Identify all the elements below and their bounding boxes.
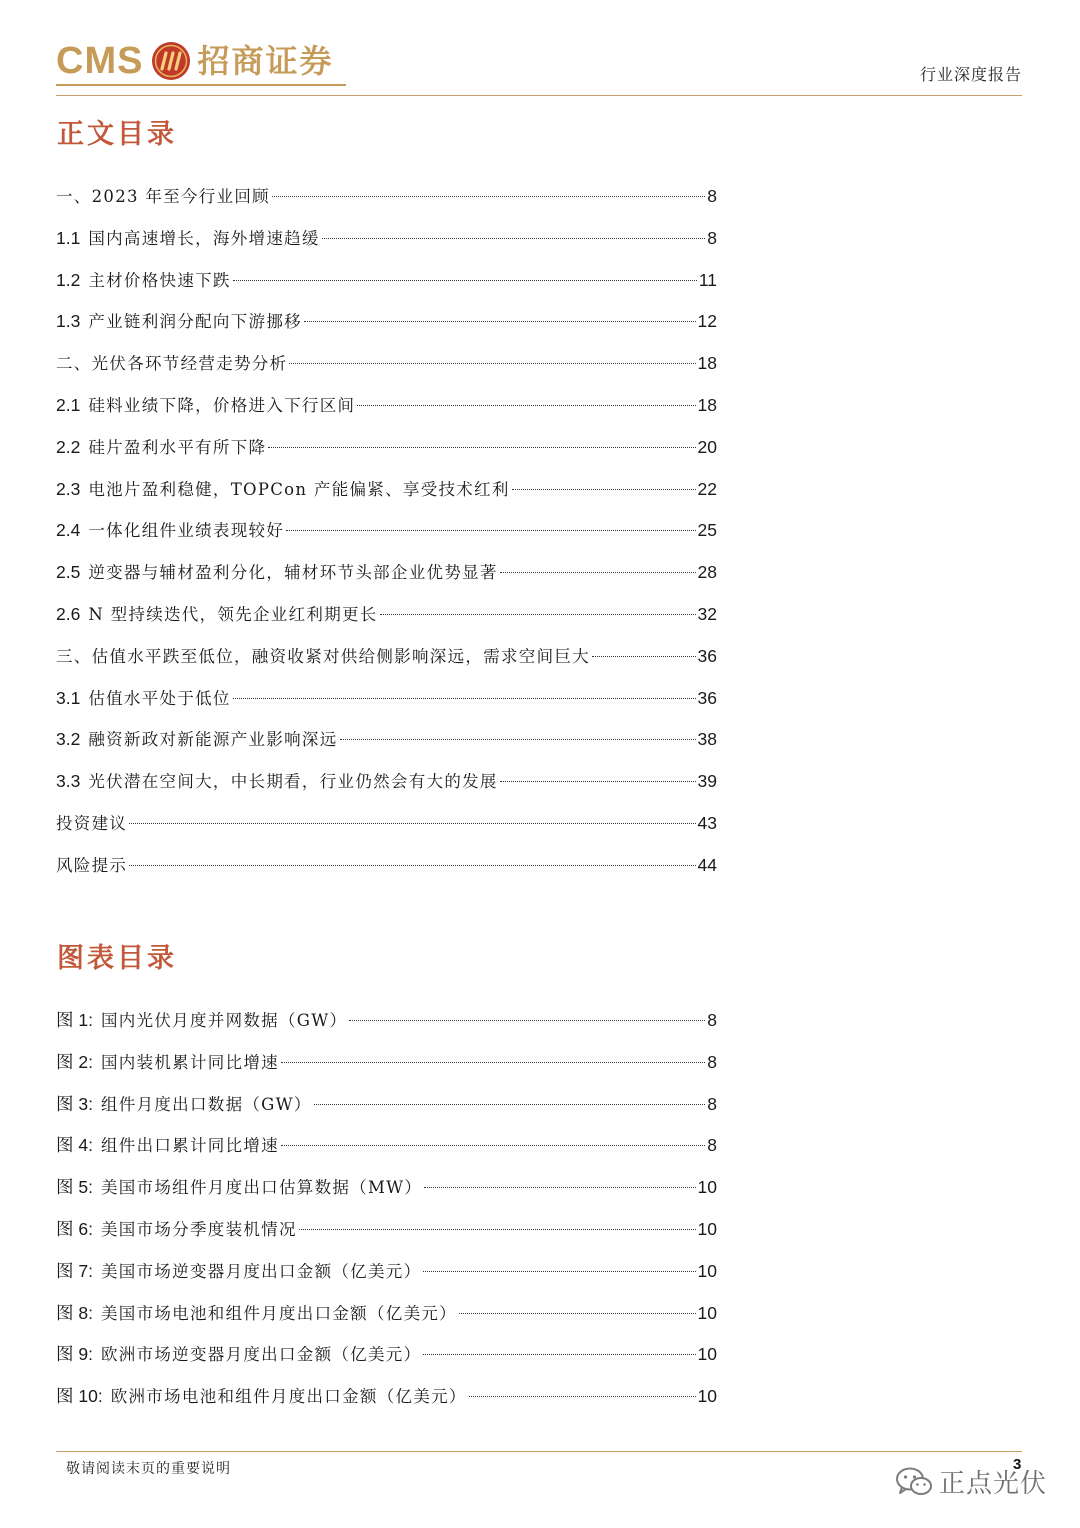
toc-dot-leader: [129, 823, 695, 824]
toc-entry[interactable]: [56, 845, 717, 887]
toc-dot-leader: [322, 238, 706, 239]
toc-entry[interactable]: [56, 552, 717, 594]
toc-entry-number: 3.3: [56, 771, 81, 792]
toc-entry[interactable]: [56, 594, 717, 636]
toc-entry-number: 1.3: [56, 311, 81, 332]
toc-dot-leader: [349, 1020, 705, 1021]
toc-entry-title: 硅料业绩下降，价格进入下行区间: [88, 395, 356, 415]
toc-entry[interactable]: [56, 427, 717, 469]
toc-entry-number: 3.2: [56, 729, 81, 750]
logo-emblem-icon: [151, 41, 191, 81]
toc-dot-leader: [459, 1313, 696, 1314]
toc-entry-number: 图 4:: [56, 1135, 93, 1156]
toc-entry-number: 图 10:: [56, 1386, 103, 1407]
toc-entry-title: 欧洲市场逆变器月度出口金额（亿美元）: [100, 1345, 422, 1365]
toc-entry-title: 组件月度出口数据（GW）: [100, 1094, 312, 1114]
toc-entry-number: 1.2: [56, 269, 81, 290]
toc-entry[interactable]: [56, 469, 717, 511]
toc-entry[interactable]: [56, 678, 717, 720]
toc-entry[interactable]: [56, 343, 717, 385]
toc-entry-title: 美国市场组件月度出口估算数据（MW）: [100, 1178, 423, 1198]
toc-entry-page: 22: [697, 478, 717, 499]
toc-entry[interactable]: [56, 719, 717, 761]
toc-entry-title: 国内光伏月度并网数据（GW）: [100, 1011, 348, 1030]
toc-dot-leader: [424, 1187, 695, 1188]
toc-dot-leader: [272, 196, 705, 197]
toc-entry-title: 二、光伏各环节经营走势分析: [56, 354, 288, 374]
toc-dot-leader: [299, 1229, 696, 1230]
toc-entry-page: 38: [697, 729, 717, 750]
toc-entry[interactable]: [56, 1125, 717, 1167]
toc-entry-page: 10: [697, 1260, 717, 1281]
toc-entry-number: 图 9:: [56, 1344, 93, 1365]
toc-entry-page: 8: [707, 186, 717, 206]
toc-dot-leader: [129, 865, 695, 866]
main-toc: [56, 176, 717, 887]
toc-entry[interactable]: [56, 1334, 717, 1376]
toc-entry-title: 美国市场分季度装机情况: [100, 1219, 297, 1239]
toc-dot-leader: [500, 572, 696, 573]
toc-entry-page: 8: [707, 1010, 717, 1030]
toc-dot-leader: [233, 280, 697, 281]
watermark-text: 正点光伏: [939, 1469, 1048, 1499]
toc-entry-number: 1.1: [56, 227, 81, 248]
toc-entry-page: 36: [697, 645, 717, 666]
toc-entry-page: 8: [707, 1135, 717, 1156]
toc-entry-page: 28: [697, 562, 717, 583]
toc-entry[interactable]: [56, 260, 717, 302]
toc-entry-title: 电池片盈利稳健，TOPCon 产能偏紧、享受技术红利: [88, 479, 510, 499]
toc-entry-title: 美国市场电池和组件月度出口金额（亿美元）: [100, 1303, 457, 1323]
toc-dot-leader: [423, 1354, 695, 1355]
toc-entry[interactable]: [56, 1084, 717, 1126]
toc-entry[interactable]: [56, 1251, 717, 1293]
toc-entry-page: 39: [697, 771, 717, 792]
toc-entry-title: 三、估值水平跌至低位，融资收紧对供给侧影响深远，需求空间巨大: [56, 646, 590, 666]
toc-entry[interactable]: [56, 1376, 717, 1418]
toc-entry-title: 美国市场逆变器月度出口金额（亿美元）: [100, 1261, 422, 1281]
toc-entry[interactable]: [56, 636, 717, 678]
toc-entry[interactable]: [56, 803, 717, 845]
company-logo: [56, 38, 333, 84]
toc-dot-leader: [233, 698, 696, 699]
toc-entry-page: 10: [697, 1386, 717, 1407]
toc-dot-leader: [289, 363, 695, 364]
toc-entry[interactable]: [56, 301, 717, 343]
toc-entry-title: 融资新政对新能源产业影响深远: [88, 730, 338, 750]
toc-entry-page: 8: [707, 1051, 717, 1072]
toc-entry-title: 欧洲市场电池和组件月度出口金额（亿美元）: [110, 1387, 467, 1407]
toc-entry-number: 图 7:: [56, 1260, 93, 1281]
toc-entry-page: 25: [697, 520, 717, 541]
toc-entry-title: 投资建议: [56, 813, 128, 833]
toc-entry-number: 图 5:: [56, 1177, 93, 1198]
toc-entry-title: 国内高速增长，海外增速趋缓: [88, 228, 320, 248]
toc-dot-leader: [314, 1104, 706, 1105]
toc-entry-title: 一体化组件业绩表现较好: [88, 521, 285, 541]
toc-entry[interactable]: [56, 510, 717, 552]
toc-entry-page: 10: [697, 1218, 717, 1239]
header-divider: [56, 95, 1022, 96]
toc-entry-title: 光伏潜在空间大，中长期看，行业仍然会有大的发展: [88, 772, 498, 792]
chart-toc-title: 图表目录: [57, 943, 177, 974]
toc-entry-page: 43: [697, 812, 717, 833]
toc-dot-leader: [469, 1396, 696, 1397]
toc-dot-leader: [281, 1145, 705, 1146]
toc-dot-leader: [286, 530, 695, 531]
toc-dot-leader: [304, 321, 696, 322]
toc-entry[interactable]: [56, 1209, 717, 1251]
main-toc-title: 正文目录: [57, 119, 177, 150]
toc-entry[interactable]: [56, 1042, 717, 1084]
toc-dot-leader: [380, 614, 696, 615]
toc-dot-leader: [357, 405, 695, 406]
toc-dot-leader: [512, 489, 696, 490]
toc-entry-page: 18: [697, 353, 717, 374]
toc-dot-leader: [340, 739, 696, 740]
footer-divider: [56, 1451, 1022, 1452]
toc-entry-number: 2.5: [56, 562, 81, 583]
page-number: 3: [1013, 1456, 1022, 1473]
toc-entry-title: 产业链利润分配向下游挪移: [88, 312, 302, 332]
toc-entry[interactable]: [56, 1167, 717, 1209]
toc-dot-leader: [592, 656, 696, 657]
logo-underline: [56, 84, 346, 86]
toc-entry-number: 3.1: [56, 687, 81, 708]
logo-chinese-name: 招商证券: [197, 42, 334, 80]
toc-entry-page: 18: [697, 394, 717, 415]
toc-entry-page: 8: [707, 227, 717, 248]
toc-entry-page: 20: [697, 436, 717, 457]
toc-entry-title: 估值水平处于低位: [88, 688, 231, 708]
disclaimer-note: 敬请阅读末页的重要说明: [66, 1461, 231, 1477]
toc-entry-title: 组件出口累计同比增速: [100, 1136, 279, 1156]
toc-entry-page: 36: [697, 687, 717, 708]
toc-dot-leader: [268, 447, 695, 448]
toc-entry-number: 图 2:: [56, 1051, 93, 1072]
toc-entry[interactable]: [56, 1293, 717, 1335]
toc-entry-page: 10: [697, 1344, 717, 1365]
toc-entry-title: 国内装机累计同比增速: [100, 1052, 279, 1072]
report-type-label: 行业深度报告: [919, 65, 1022, 84]
toc-entry-number: 图 1:: [56, 1010, 93, 1030]
toc-entry-number: 2.4: [56, 520, 81, 541]
toc-entry[interactable]: [56, 176, 717, 218]
toc-entry-page: 12: [697, 311, 717, 332]
chart-toc: [56, 1000, 717, 1418]
logo-cms-text: CMS: [56, 40, 144, 82]
toc-entry-page: 32: [697, 603, 717, 624]
toc-entry-number: 图 3:: [56, 1093, 93, 1114]
toc-dot-leader: [423, 1271, 695, 1272]
toc-entry[interactable]: [56, 218, 717, 260]
toc-entry-title: 逆变器与辅材盈利分化，辅材环节头部企业优势显著: [88, 563, 498, 583]
toc-entry-title: 主材价格快速下跌: [88, 270, 231, 290]
toc-entry-number: 2.6: [56, 603, 81, 624]
toc-entry[interactable]: [56, 761, 717, 803]
toc-entry[interactable]: [56, 1000, 717, 1042]
toc-entry-page: 10: [697, 1302, 717, 1323]
toc-entry-page: 10: [697, 1177, 717, 1198]
toc-dot-leader: [281, 1062, 705, 1063]
toc-entry[interactable]: [56, 385, 717, 427]
toc-entry-number: 2.1: [56, 394, 81, 415]
wechat-icon: [895, 1466, 933, 1498]
toc-entry-number: 图 8:: [56, 1302, 93, 1323]
toc-entry-title: 一、2023 年至今行业回顾: [56, 187, 270, 206]
toc-entry-number: 图 6:: [56, 1218, 93, 1239]
toc-entry-title: N 型持续迭代，领先企业红利期更长: [88, 604, 378, 624]
toc-entry-page: 8: [707, 1093, 717, 1114]
toc-entry-number: 2.3: [56, 478, 81, 499]
toc-entry-number: 2.2: [56, 436, 81, 457]
toc-entry-page: 11: [698, 269, 717, 290]
toc-entry-title: 硅片盈利水平有所下降: [88, 437, 267, 457]
watermark: [895, 1463, 1047, 1500]
toc-dot-leader: [500, 781, 696, 782]
toc-entry-page: 44: [697, 854, 717, 875]
toc-entry-title: 风险提示: [56, 855, 128, 875]
